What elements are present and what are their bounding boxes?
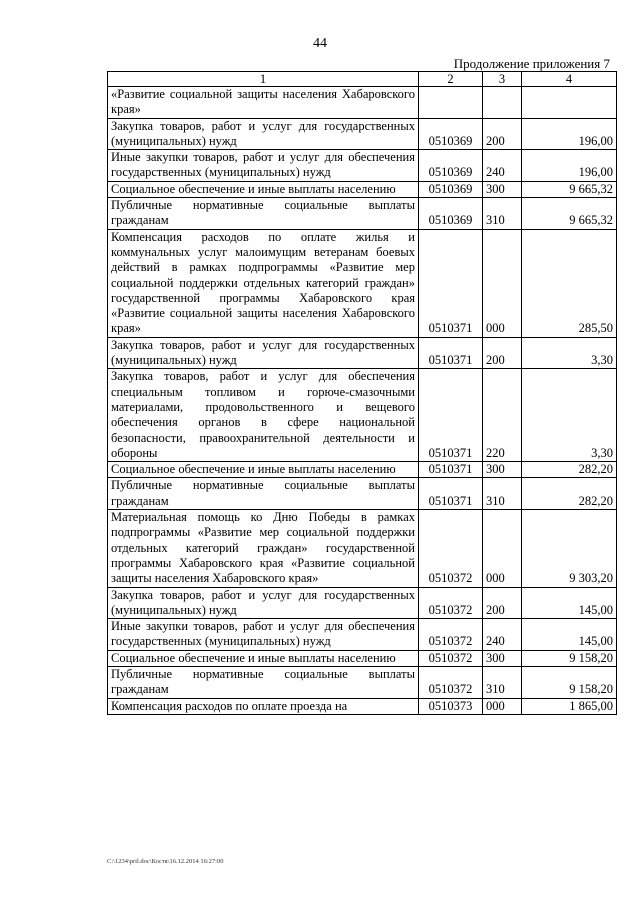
row-description: Иные закупки товаров, работ и услуг для обеспечения государственных (муниципальных) нужд [108, 150, 419, 182]
table-row [108, 150, 617, 182]
row-kind: 000 [483, 229, 522, 337]
column-header-kind: 3 [483, 72, 522, 87]
table-row [108, 87, 617, 119]
table-row [108, 118, 617, 150]
table-row [108, 229, 617, 337]
row-code: 0510369 [419, 181, 483, 197]
row-kind: 300 [483, 181, 522, 197]
row-kind: 300 [483, 462, 522, 478]
row-code: 0510371 [419, 462, 483, 478]
table-row [108, 337, 617, 369]
row-kind: 000 [483, 698, 522, 714]
table-row [108, 650, 617, 666]
page-number: 44 [313, 36, 327, 51]
row-amount: 9 665,32 [522, 181, 617, 197]
row-amount: 1 865,00 [522, 698, 617, 714]
row-amount: 9 665,32 [522, 198, 617, 230]
row-code: 0510371 [419, 337, 483, 369]
table-row [108, 619, 617, 651]
row-description: Закупка товаров, работ и услуг для обеспечения специальным топливом и горюче-смазочными материалами, продовольственного и вещевого обеспечения органов в сфере национальной безопасности, правоохранительной деятельности и обороны [108, 369, 419, 462]
row-kind: 200 [483, 337, 522, 369]
table-row [108, 666, 617, 698]
row-amount: 196,00 [522, 150, 617, 182]
row-code [419, 87, 483, 119]
column-header-description: 1 [108, 72, 419, 87]
row-amount: 282,20 [522, 462, 617, 478]
row-code: 0510369 [419, 118, 483, 150]
row-description: Социальное обеспечение и иные выплаты населению [108, 650, 419, 666]
row-kind: 000 [483, 510, 522, 587]
row-description: Закупка товаров, работ и услуг для государственных (муниципальных) нужд [108, 337, 419, 369]
row-code: 0510371 [419, 229, 483, 337]
row-kind: 300 [483, 650, 522, 666]
row-description: Публичные нормативные социальные выплаты гражданам [108, 198, 419, 230]
row-description: Компенсация расходов по оплате проезда на [108, 698, 419, 714]
row-amount: 196,00 [522, 118, 617, 150]
row-kind: 310 [483, 198, 522, 230]
row-kind: 220 [483, 369, 522, 462]
row-amount: 282,20 [522, 478, 617, 510]
column-header-amount: 4 [522, 72, 617, 87]
row-description: Иные закупки товаров, работ и услуг для обеспечения государственных (муниципальных) нужд [108, 619, 419, 651]
row-code: 0510369 [419, 150, 483, 182]
row-description: Социальное обеспечение и иные выплаты населению [108, 181, 419, 197]
row-description: Публичные нормативные социальные выплаты гражданам [108, 666, 419, 698]
table-row [108, 478, 617, 510]
row-amount: 9 158,20 [522, 650, 617, 666]
continuation-note: Продолжение приложения 7 [453, 56, 610, 71]
table-row [108, 181, 617, 197]
row-code: 0510371 [419, 369, 483, 462]
row-amount: 3,30 [522, 369, 617, 462]
row-description: Публичные нормативные социальные выплаты гражданам [108, 478, 419, 510]
footer-file-path: C:\1234\pril.doc\Костя\16.12.2014 16:27:00 [107, 858, 224, 865]
row-description: «Развитие социальной защиты населения Хабаровского края» [108, 87, 419, 119]
column-header-code: 2 [419, 72, 483, 87]
row-code: 0510372 [419, 666, 483, 698]
row-amount: 285,50 [522, 229, 617, 337]
row-kind: 200 [483, 118, 522, 150]
table-row [108, 698, 617, 714]
table-row [108, 369, 617, 462]
row-kind: 200 [483, 587, 522, 619]
row-kind [483, 87, 522, 119]
table-row [108, 198, 617, 230]
row-code: 0510372 [419, 510, 483, 587]
table-header-row [108, 72, 617, 87]
row-code: 0510373 [419, 698, 483, 714]
row-description: Материальная помощь ко Дню Победы в рамках подпрограммы «Развитие мер социальной поддержки отдельных категорий граждан» государственной программы Хабаровского края «Развитие социальной защиты населения Хабаровского края» [108, 510, 419, 587]
row-code: 0510371 [419, 478, 483, 510]
table-row [108, 462, 617, 478]
row-description: Закупка товаров, работ и услуг для государственных (муниципальных) нужд [108, 587, 419, 619]
row-code: 0510372 [419, 587, 483, 619]
row-kind: 310 [483, 666, 522, 698]
budget-table [107, 71, 617, 715]
row-amount: 145,00 [522, 619, 617, 651]
row-amount: 9 303,20 [522, 510, 617, 587]
row-amount: 9 158,20 [522, 666, 617, 698]
row-amount: 145,00 [522, 587, 617, 619]
row-kind: 240 [483, 619, 522, 651]
row-code: 0510372 [419, 650, 483, 666]
row-kind: 240 [483, 150, 522, 182]
row-description: Компенсация расходов по оплате жилья и коммунальных услуг малоимущим ветеранам боевых действий в рамках подпрограммы «Развитие мер социальной поддержки отдельных категорий граждан» государственной программы Хабаровского края «Развитие социальной защиты населения Хабаровского края» [108, 229, 419, 337]
row-code: 0510372 [419, 619, 483, 651]
row-description: Закупка товаров, работ и услуг для государственных (муниципальных) нужд [108, 118, 419, 150]
row-kind: 310 [483, 478, 522, 510]
table-row [108, 587, 617, 619]
row-amount [522, 87, 617, 119]
row-description: Социальное обеспечение и иные выплаты населению [108, 462, 419, 478]
row-code: 0510369 [419, 198, 483, 230]
table-row [108, 510, 617, 587]
row-amount: 3,30 [522, 337, 617, 369]
